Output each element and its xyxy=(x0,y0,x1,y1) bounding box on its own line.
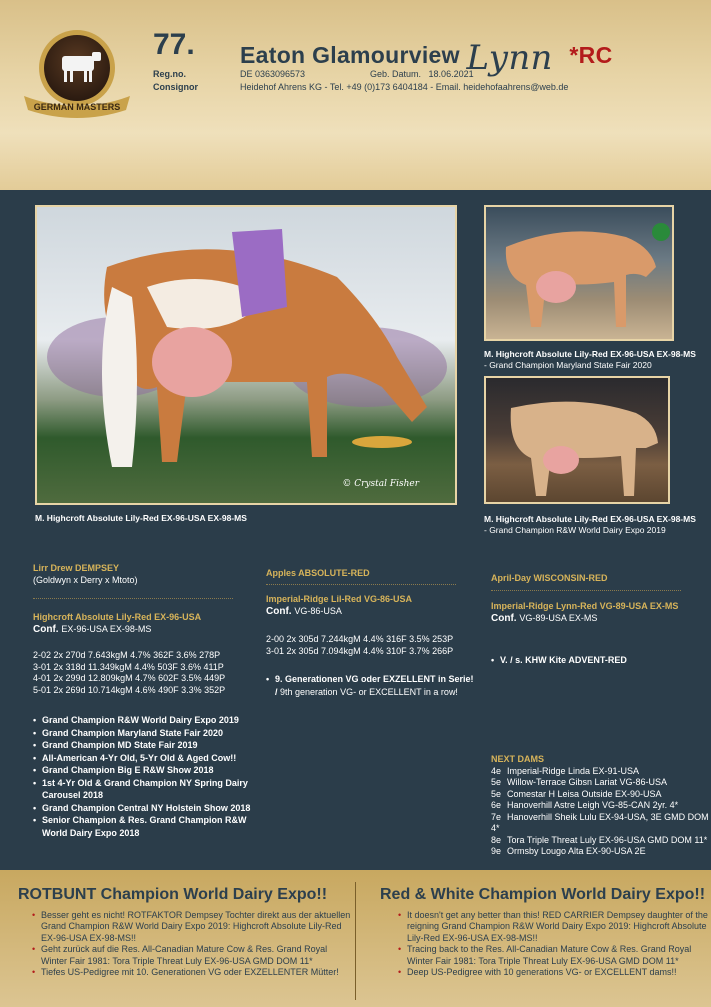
award-item: • 1st 4-Yr Old & Grand Champion NY Spring Dairy Carousel 2018 xyxy=(33,777,265,802)
photo-credit: © Crystal Fisher xyxy=(342,479,419,489)
next-dam-gen: 5e xyxy=(491,788,502,799)
footer-list-en xyxy=(398,910,708,978)
next-dam-gen: 8e xyxy=(491,834,502,845)
generation-note xyxy=(266,673,474,698)
dam-awards-list xyxy=(33,714,265,839)
side-photo-2-caption-sub: - Grand Champion R&W World Dairy Expo 2019 xyxy=(484,525,666,535)
main-cow-photo xyxy=(35,205,457,505)
next-dam-name: Ormsby Lougo Alta EX-90-USA 2E xyxy=(507,846,646,856)
footer-item-en: • It doesn't get any better than this! RED CARRIER Dempsey daughter of the reigning Grand Champion R&W World Dairy Expo 2019: Highcroft Absolute Lily-Red EX-96-USA EX-98-MS!! xyxy=(398,910,708,944)
dam-conf-label: Conf. xyxy=(33,623,59,635)
next-dam-name: Hanoverhill Sheik Lulu EX-94-USA, 3E GMD DOM 4* xyxy=(491,811,709,833)
footer-item-de: • Geht zurück auf die Res. All-Canadian Mature Cow & Res. Grand Royal Winter Fair 1981: Tora Triple Threat Luly EX-96-USA GMD DOM 11* xyxy=(32,944,352,967)
footer-list-de xyxy=(32,910,352,978)
next-dam-row xyxy=(491,812,711,835)
footer-item-en: • Tracing back to the Res. All-Canadian Mature Cow & Res. Grand Royal Winter Fair 1981: Tora Triple Threat Luly EX-96-USA GMD DOM 11* xyxy=(398,944,708,967)
footer-item-en: • Deep US-Pedigree with 10 generations VG- or EXCELLENT dams!! xyxy=(398,967,708,978)
granddam-block xyxy=(266,594,481,617)
granddam-name: Imperial-Ridge Lil-Red VG-86-USA xyxy=(266,594,413,604)
reg-no-label: Reg.no. xyxy=(153,69,186,79)
footer-item-de: • Besser geht es nicht! ROTFAKTOR Dempsey Tochter direkt aus der aktuellen Grand Champion R&W World Dairy Expo 2019: Highcroft Absolute Lily-Red EX-96-USA EX-98-MS!! xyxy=(32,910,352,944)
granddam-sire-block xyxy=(266,568,481,580)
great-granddam-name: Imperial-Ridge Lynn-Red VG-89-USA EX-MS xyxy=(491,601,679,611)
side-photo-maryland xyxy=(484,205,674,341)
animal-name-main: Eaton Glamourview xyxy=(240,42,460,68)
next-dam-row xyxy=(491,846,711,858)
highlights-footer xyxy=(0,870,711,1007)
lactation-row: 3-01 2x 318d 11.349kgM 4.4% 503F 3.6% 411P xyxy=(33,661,224,672)
next-dam-row xyxy=(491,789,711,801)
sire-pedigree: (Goldwyn x Derry x Mtoto) xyxy=(33,574,138,585)
side-photo-world-dairy-expo xyxy=(484,376,670,504)
great-granddam-sire-name: April-Day WISCONSIN-RED xyxy=(491,573,608,583)
dam-conformation xyxy=(33,624,263,636)
next-dam-gen: 6e xyxy=(491,800,502,810)
pedigree-divider xyxy=(266,584,456,585)
pedigree-sire-block xyxy=(33,563,263,586)
dam-name: Highcroft Absolute Lily-Red EX-96-USA xyxy=(33,612,202,622)
sire-note-item: • V. / s. KHW Kite ADVENT-RED xyxy=(491,654,706,667)
cow-illustration-side1 xyxy=(486,207,672,339)
sire-name: Lirr Drew DEMPSEY xyxy=(33,563,120,573)
consignor-label: Consignor xyxy=(153,82,198,92)
granddam-conf-value: VG-86-USA xyxy=(294,605,342,616)
next-dam-gen: 5e xyxy=(491,777,502,787)
side-photo-2-caption xyxy=(484,514,706,536)
award-item: • Grand Champion Central NY Holstein Show 2018 xyxy=(33,802,265,815)
lot-number: 77. xyxy=(153,28,195,61)
side-photo-1-caption xyxy=(484,349,706,371)
great-granddam-note xyxy=(491,654,706,667)
granddam-sire-name: Apples ABSOLUTE-RED xyxy=(266,568,370,578)
lactation-row: 4-01 2x 299d 12.809kgM 4.7% 602F 3.5% 449P xyxy=(33,673,226,683)
award-item: • Grand Champion Big E R&W Show 2018 xyxy=(33,764,265,777)
main-photo-caption xyxy=(35,513,355,524)
generation-note-de: 9. Generationen VG oder EXZELLENT in Serie! / xyxy=(275,674,474,697)
award-item: • Grand Champion Maryland State Fair 2020 xyxy=(33,727,265,740)
red-carrier-suffix: *RC xyxy=(569,42,613,68)
award-item: • All-American 4-Yr Old, 5-Yr Old & Aged Cow!! xyxy=(33,752,265,765)
great-granddam-block xyxy=(491,601,706,624)
great-granddam-conformation xyxy=(491,613,706,625)
lactation-row: 2-02 2x 270d 7.643kgM 4.7% 362F 3.6% 278P xyxy=(33,650,221,660)
great-granddam-sire-block xyxy=(491,573,706,585)
granddam-conformation xyxy=(266,606,481,618)
next-dam-row xyxy=(491,800,711,812)
cow-illustration-side2 xyxy=(486,378,668,502)
next-dams-heading: NEXT DAMS xyxy=(491,754,545,764)
side-photo-1-caption-title: M. Highcroft Absolute Lily-Red EX-96-USA EX-98-MS xyxy=(484,349,696,359)
dam-block xyxy=(33,612,263,635)
consignor-value: Heidehof Ahrens KG - Tel. +49 (0)173 6404184 - Email. heidehofaahrens@web.de xyxy=(240,82,569,92)
main-photo-caption-title: M. Highcroft Absolute Lily-Red EX-96-USA EX-98-MS xyxy=(35,513,247,523)
footer-divider xyxy=(355,882,356,1000)
next-dam-gen: 4e xyxy=(491,765,502,776)
next-dam-name: Imperial-Ridge Linda EX-91-USA xyxy=(507,765,640,776)
next-dam-name: Tora Triple Threat Luly EX-96-USA GMD DOM 11* xyxy=(507,834,708,845)
next-dam-gen: 9e xyxy=(491,846,502,856)
lactation-row: 3-01 2x 305d 7.094kgM 4.4% 310F 3.7% 266P xyxy=(266,645,454,656)
german-masters-logo xyxy=(18,26,136,122)
pedigree-divider xyxy=(491,590,681,591)
footer-title-de: ROTBUNT Champion World Dairy Expo!! xyxy=(18,886,328,903)
great-granddam-conf-value: VG-89-USA EX-MS xyxy=(519,612,598,623)
pedigree-divider xyxy=(33,598,233,599)
cow-illustration xyxy=(37,207,455,503)
birth-date-value: 18.06.2021 xyxy=(428,69,474,79)
next-dam-row xyxy=(491,766,711,778)
footer-title-en: Red & White Champion World Dairy Expo!! xyxy=(380,886,706,903)
great-granddam-conf-label: Conf. xyxy=(491,612,517,624)
birth-date xyxy=(370,69,474,79)
next-dam-gen: 7e xyxy=(491,811,502,822)
next-dam-row xyxy=(491,777,711,789)
award-item: • Grand Champion MD State Fair 2019 xyxy=(33,739,265,752)
granddam-conf-label: Conf. xyxy=(266,605,292,617)
award-item: • Grand Champion R&W World Dairy Expo 2019 xyxy=(33,714,265,727)
catalog-header xyxy=(0,0,711,190)
footer-item-de: • Tiefes US-Pedigree mit 10. Generationen VG oder EXZELLENTER Mütter! xyxy=(32,967,352,978)
next-dam-name: Hanoverhill Astre Leigh VG-85-CAN 2yr. 4* xyxy=(507,800,679,810)
next-dam-row xyxy=(491,835,711,847)
next-dam-name: Comestar H Leisa Outside EX-90-USA xyxy=(507,788,662,799)
granddam-lactations xyxy=(266,634,481,657)
animal-name-script: Lynn xyxy=(466,38,553,78)
next-dams-block xyxy=(491,754,711,858)
generation-note-item xyxy=(266,673,474,698)
dam-conf-value: EX-96-USA EX-98-MS xyxy=(61,623,152,634)
side-photo-2-caption-title: M. Highcroft Absolute Lily-Red EX-96-USA EX-98-MS xyxy=(484,514,696,524)
birth-date-label: Geb. Datum. xyxy=(370,69,422,79)
next-dam-name: Willow-Terrace Gibsn Lariat VG-86-USA xyxy=(507,777,668,787)
dam-lactations xyxy=(33,650,263,696)
reg-no-value: DE 0363096573 xyxy=(240,69,306,79)
lactation-row: 5-01 2x 269d 10.714kgM 4.6% 490F 3.3% 352P xyxy=(33,684,226,695)
award-item: • Senior Champion & Res. Grand Champion R&W World Dairy Expo 2018 xyxy=(33,814,265,839)
generation-note-en: 9th generation VG- or EXCELLENT in a row! xyxy=(277,686,458,697)
logo-text: GERMAN MASTERS xyxy=(33,102,121,112)
lactation-row: 2-00 2x 305d 7.244kgM 4.4% 316F 3.5% 253P xyxy=(266,634,454,644)
side-photo-1-caption-sub: - Grand Champion Maryland State Fair 2020 xyxy=(484,360,652,370)
